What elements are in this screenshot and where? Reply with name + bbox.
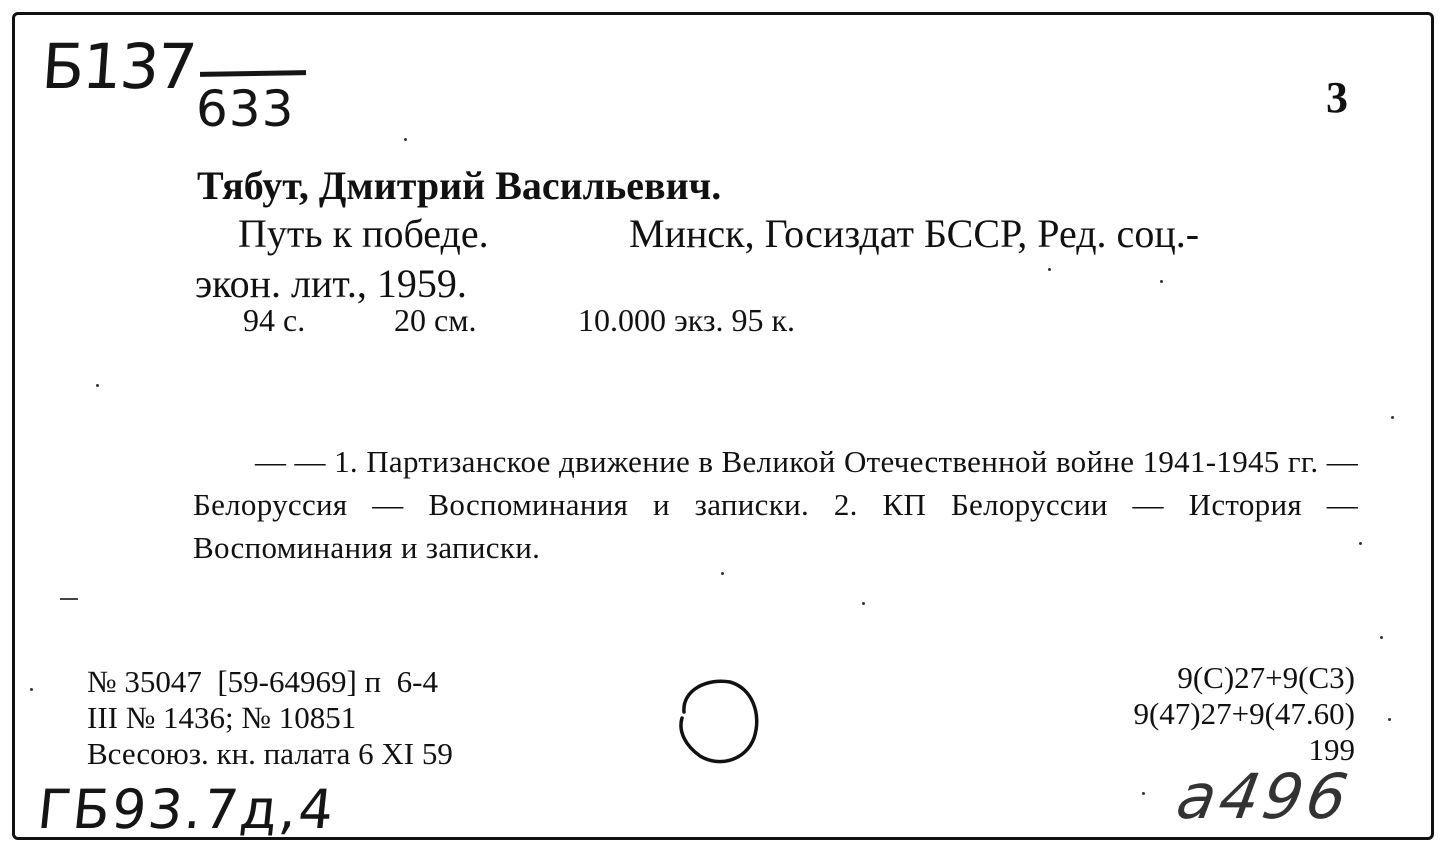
speck — [1142, 792, 1145, 795]
speck — [1388, 718, 1391, 721]
publication-year-line: экон. лит., 1959. — [195, 261, 467, 306]
speck — [1391, 416, 1394, 419]
classification-line: 9(47)27+9(47.60) — [1133, 696, 1355, 731]
record-info — [87, 664, 453, 772]
speck — [1359, 542, 1362, 545]
copies-and-price: 10.000 экз. 95 к. — [578, 302, 796, 338]
author-heading: Тябут, Дмитрий Васильевич. — [197, 163, 722, 208]
speck — [30, 688, 33, 691]
speck — [862, 602, 865, 605]
shelf-mark-handwritten: ГБ93.7д,4 — [34, 778, 339, 841]
subject-dashes: — — — [255, 444, 335, 479]
title-line — [238, 210, 1200, 257]
page-count: 94 с. — [243, 302, 306, 338]
speck — [1380, 636, 1383, 639]
circle-stamp-icon — [672, 672, 762, 770]
record-line: III № 1436; № 10851 — [87, 700, 357, 735]
shelf-number-handwritten: 633 — [196, 80, 295, 138]
speck — [1048, 268, 1051, 271]
speck — [721, 572, 724, 575]
subject-text: 1. Партизанское движение в Великой Отечественной войне 1941-1945 гг. — Белоруссия — Воспоминания и записки. 2. КП Белоруссии — История — Воспоминания и записки. — [193, 444, 1358, 565]
record-line: № 35047 [59-64969] п 6-4 — [87, 664, 438, 699]
classification-line: 9(С)27+9(С3) — [1177, 660, 1355, 695]
speck — [60, 598, 78, 600]
classification-codes — [1050, 660, 1355, 768]
speck — [96, 384, 99, 387]
book-title: Путь к победе. — [238, 211, 489, 256]
physical-description — [243, 302, 796, 339]
speck — [1160, 280, 1163, 283]
record-line: Всесоюз. кн. палата 6 XI 59 — [87, 736, 453, 771]
book-size: 20 см. — [394, 302, 477, 338]
card-number: 3 — [1326, 73, 1348, 122]
call-number-handwritten: Б137 — [39, 30, 198, 103]
inventory-number-handwritten: а496 — [1171, 760, 1357, 833]
publication-place-publisher: Минск, Госиздат БССР, Ред. соц.- — [629, 211, 1200, 256]
classification-line: 199 — [1308, 732, 1355, 767]
subject-headings — [193, 440, 1358, 569]
speck — [404, 138, 407, 141]
